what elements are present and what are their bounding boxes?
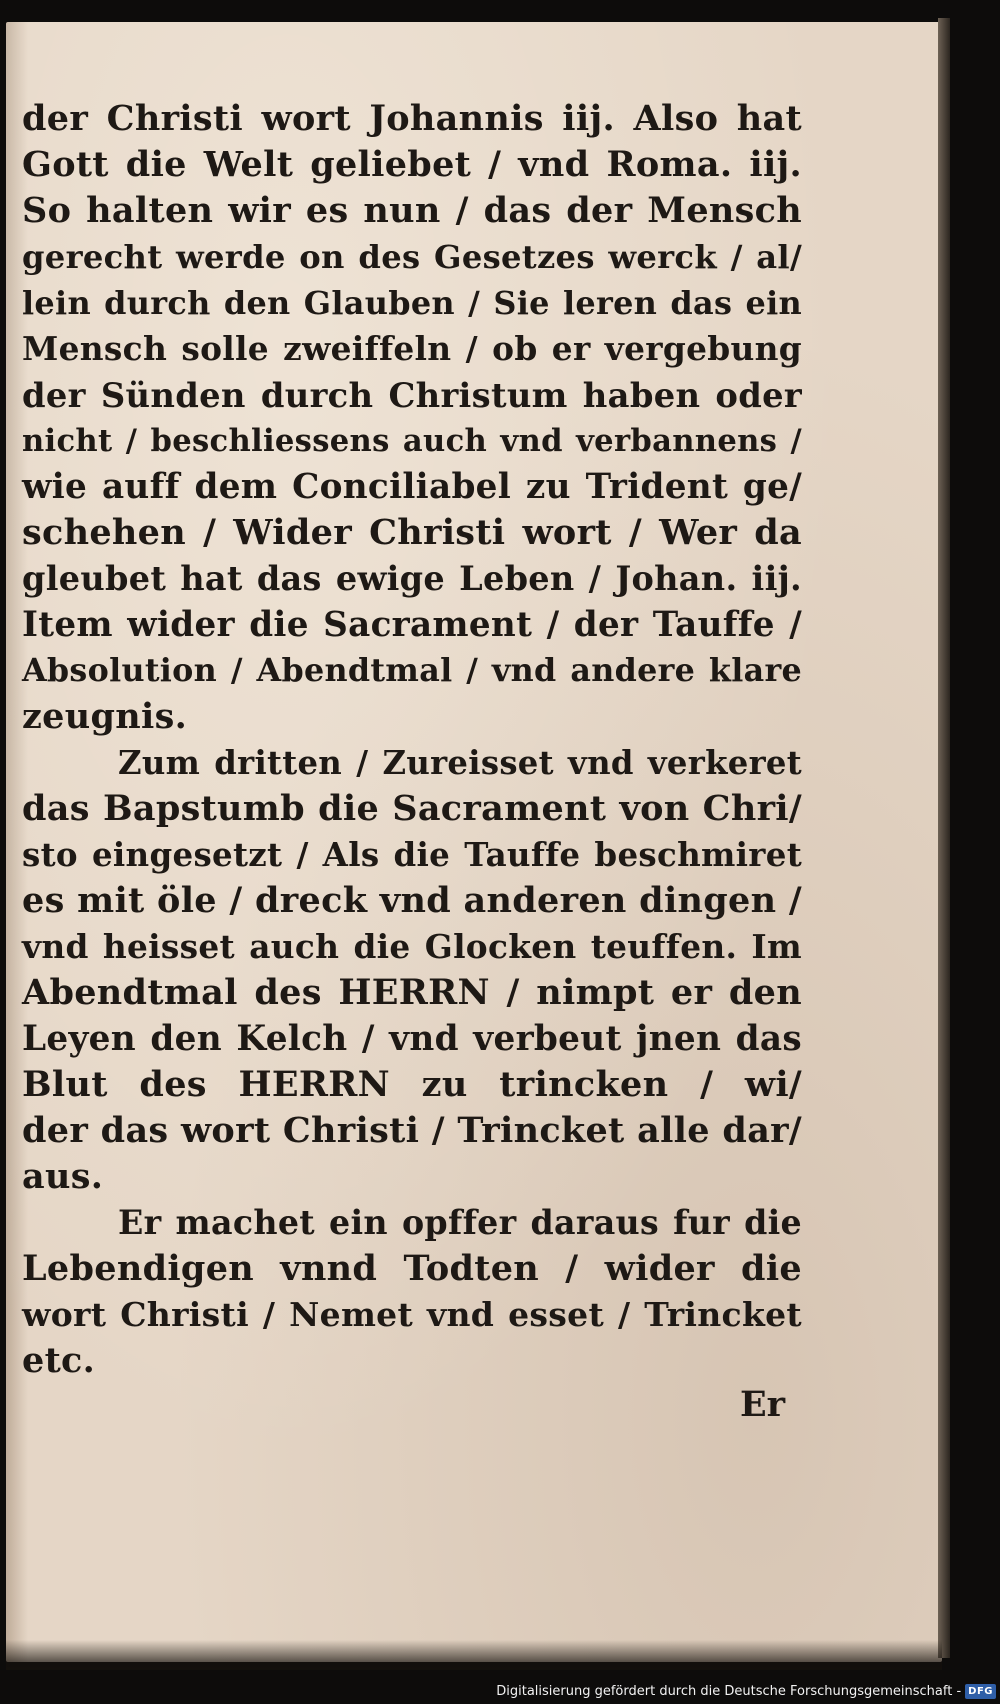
text-line: Absolution / Abendtmal / vnd andere klare xyxy=(22,652,802,689)
text-line: Item wider die Sacrament / der Tauffe / xyxy=(22,605,802,645)
text-line: wort Christi / Nemet vnd esset / Trincket xyxy=(22,1295,802,1334)
text-line: nicht / beschliessens auch vnd verbannens / xyxy=(22,423,802,459)
text-line: Gott die Welt geliebet / vnd Roma. iij. xyxy=(22,144,802,185)
digitization-credit xyxy=(496,1680,996,1702)
paragraph-start-line: Er machet ein opffer daraus fur die xyxy=(118,1203,802,1242)
dfg-logo-icon: DFG xyxy=(965,1684,996,1699)
text-line: Lebendigen vnnd Todten / wider die xyxy=(22,1248,802,1289)
credit-text: Digitalisierung gefördert durch die Deutsche Forschungsgemeinschaft - xyxy=(496,1683,962,1699)
text-line: schehen / Wider Christi wort / Wer da xyxy=(22,512,802,553)
text-line: zeugnis. xyxy=(22,696,188,737)
text-line: aus. xyxy=(22,1156,104,1197)
text-line: lein durch den Glauben / Sie leren das ein xyxy=(22,284,802,322)
paragraph-start-line: Zum dritten / Zureisset vnd verkeret xyxy=(118,744,802,782)
text-line: der Sünden durch Christum haben oder xyxy=(22,375,802,415)
text-line: Blut des HERRN zu trincken / wi/ xyxy=(22,1064,802,1105)
text-line: So halten wir es nun / das der Mensch xyxy=(22,190,802,231)
text-line: vnd heisset auch die Glocken teuffen. Im xyxy=(22,927,802,966)
text-line: sto eingesetzt / Als die Tauffe beschmiret xyxy=(22,835,802,874)
text-line: Leyen den Kelch / vnd verbeut jnen das xyxy=(22,1019,802,1059)
text-line: etc. xyxy=(22,1340,96,1381)
text-line: das Bapstumb die Sacrament von Chri/ xyxy=(22,788,802,829)
text-line: es mit öle / dreck vnd anderen dingen / xyxy=(22,880,802,921)
text-line: der das wort Christi / Trincket alle dar/ xyxy=(22,1110,802,1151)
text-line: Abendtmal des HERRN / nimpt er den xyxy=(22,972,802,1013)
text-line: der Christi wort Johannis iij. Also hat xyxy=(22,98,802,139)
page-bottom-shadow xyxy=(6,1640,942,1670)
text-line: gerecht werde on des Gesetzes werck / al/ xyxy=(22,238,802,276)
page-text xyxy=(22,96,802,1384)
catchword: Er xyxy=(740,1384,786,1425)
text-line: Mensch solle zweiffeln / ob er vergebung xyxy=(22,329,802,368)
page-edge xyxy=(938,18,950,1658)
text-line: gleubet hat das ewige Leben / Johan. iij. xyxy=(22,559,802,598)
text-line: wie auff dem Conciliabel zu Trident ge/ xyxy=(22,467,802,507)
